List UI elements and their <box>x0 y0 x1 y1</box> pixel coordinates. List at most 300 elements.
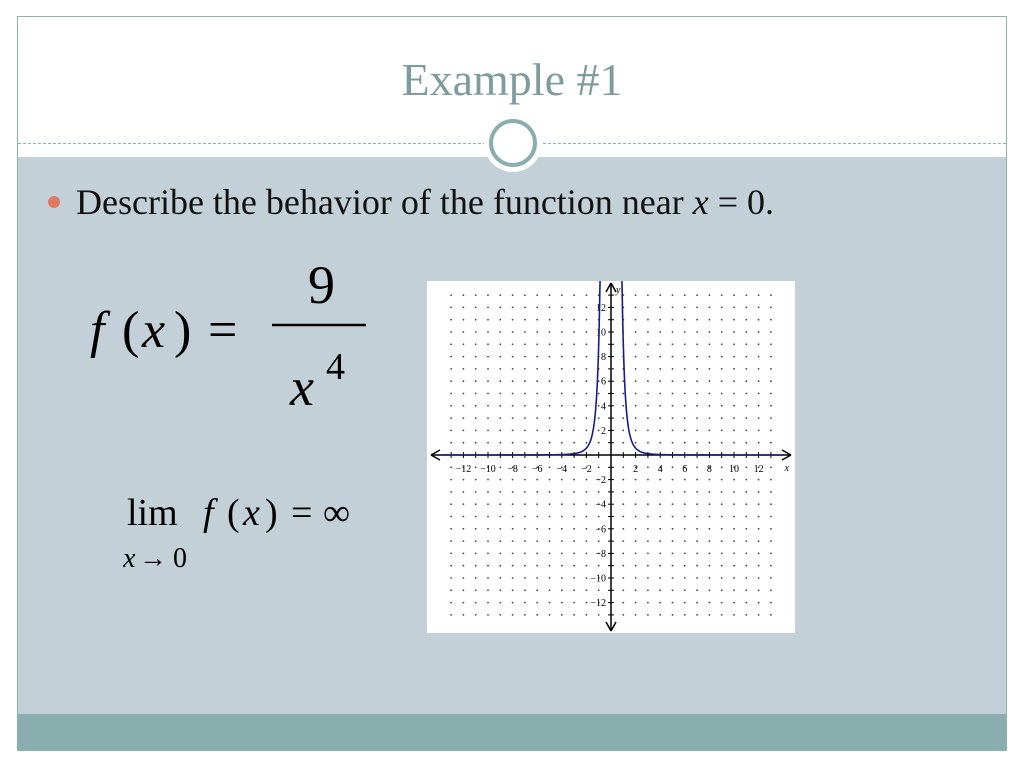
grid-dot <box>487 343 489 345</box>
grid-dot <box>463 589 465 591</box>
x-tick-label: −4 <box>556 464 568 475</box>
grid-dot <box>598 405 600 407</box>
grid-dot <box>647 430 649 432</box>
grid-dot <box>463 503 465 505</box>
grid-dot <box>659 602 661 604</box>
grid-dot <box>696 343 698 345</box>
grid-dot <box>463 343 465 345</box>
grid-dot <box>586 294 588 296</box>
limit-sub-val: 0 <box>173 543 187 574</box>
grid-dot <box>758 602 760 604</box>
grid-dot <box>499 343 501 345</box>
grid-dot <box>549 430 551 432</box>
grid-dot <box>659 430 661 432</box>
grid-dot <box>721 442 723 444</box>
grid-dot <box>635 503 637 505</box>
grid-dot <box>573 331 575 333</box>
grid-dot <box>696 368 698 370</box>
grid-dot <box>709 602 711 604</box>
grid-dot <box>573 589 575 591</box>
grid-dot <box>659 331 661 333</box>
limit-open-paren: ( <box>227 492 240 534</box>
grid-dot <box>696 380 698 382</box>
grid-dot <box>463 442 465 444</box>
grid-dot <box>696 540 698 542</box>
grid-dot <box>536 368 538 370</box>
grid-dot <box>512 602 514 604</box>
grid-dot <box>696 602 698 604</box>
grid-dot <box>647 442 649 444</box>
grid-dot <box>573 442 575 444</box>
grid-dot <box>721 393 723 395</box>
grid-dot <box>770 565 772 567</box>
grid-dot <box>622 442 624 444</box>
grid-dot <box>696 417 698 419</box>
grid-dot <box>463 614 465 616</box>
grid-dot <box>524 417 526 419</box>
grid-dot <box>586 380 588 382</box>
grid-dot <box>450 393 452 395</box>
grid-dot <box>684 516 686 518</box>
grid-dot <box>561 577 563 579</box>
grid-dot <box>684 294 686 296</box>
grid-dot <box>709 479 711 481</box>
grid-dot <box>450 614 452 616</box>
grid-dot <box>586 417 588 419</box>
grid-dot <box>745 614 747 616</box>
grid-dot <box>733 565 735 567</box>
grid-dot <box>536 528 538 530</box>
grid-dot <box>463 553 465 555</box>
grid-dot <box>463 540 465 542</box>
grid-dot <box>487 319 489 321</box>
grid-dot <box>672 491 674 493</box>
grid-dot <box>450 430 452 432</box>
grid-dot <box>709 307 711 309</box>
grid-dot <box>696 307 698 309</box>
grid-dot <box>709 294 711 296</box>
grid-dot <box>758 565 760 567</box>
x-tick-label: −8 <box>507 464 518 475</box>
grid-dot <box>450 356 452 358</box>
grid-dot <box>524 577 526 579</box>
grid-dot <box>622 393 624 395</box>
grid-dot <box>622 540 624 542</box>
grid-dot <box>450 319 452 321</box>
grid-dot <box>647 614 649 616</box>
grid-dot <box>512 479 514 481</box>
grid-dot <box>598 442 600 444</box>
grid-dot <box>463 479 465 481</box>
grid-dot <box>745 540 747 542</box>
grid-dot <box>758 294 760 296</box>
grid-dot <box>524 307 526 309</box>
y-tick-label: 12 <box>596 302 606 314</box>
grid-dot <box>561 343 563 345</box>
ring-inner <box>489 119 537 167</box>
grid-dot <box>635 479 637 481</box>
grid-dot <box>721 565 723 567</box>
bullet-item <box>48 181 774 223</box>
grid-dot <box>549 417 551 419</box>
grid-dot <box>499 393 501 395</box>
grid-dot <box>549 528 551 530</box>
grid-dot <box>499 491 501 493</box>
grid-dot <box>573 577 575 579</box>
grid-dot <box>696 503 698 505</box>
grid-dot <box>758 331 760 333</box>
grid-dot <box>672 331 674 333</box>
grid-dot <box>561 589 563 591</box>
grid-dot <box>463 405 465 407</box>
grid-dot <box>561 479 563 481</box>
grid-dot <box>672 565 674 567</box>
grid-dot <box>758 417 760 419</box>
grid-dot <box>524 602 526 604</box>
bullet-text-prefix: Describe the behavior of the function near <box>76 182 693 222</box>
grid-dot <box>524 479 526 481</box>
grid-dot <box>475 589 477 591</box>
grid-dot <box>672 503 674 505</box>
grid-dot <box>536 602 538 604</box>
grid-dot <box>512 319 514 321</box>
grid-dot <box>573 380 575 382</box>
grid-dot <box>463 491 465 493</box>
grid-dot <box>758 405 760 407</box>
grid-dot <box>549 442 551 444</box>
grid-dot <box>672 294 674 296</box>
grid-dot <box>622 528 624 530</box>
grid-dot <box>598 417 600 419</box>
grid-dot <box>475 565 477 567</box>
grid-dot <box>659 565 661 567</box>
grid-dot <box>745 331 747 333</box>
grid-dot <box>721 479 723 481</box>
grid-dot <box>561 553 563 555</box>
grid-dot <box>672 442 674 444</box>
grid-dot <box>598 430 600 432</box>
grid-dot <box>536 405 538 407</box>
grid-dot <box>487 331 489 333</box>
grid-dot <box>524 380 526 382</box>
grid-dot <box>549 294 551 296</box>
grid-dot <box>647 294 649 296</box>
grid-dot <box>549 466 551 468</box>
grid-dot <box>758 491 760 493</box>
grid-dot <box>475 528 477 530</box>
grid-dot <box>647 331 649 333</box>
grid-dot <box>721 417 723 419</box>
grid-dot <box>573 356 575 358</box>
grid-dot <box>573 540 575 542</box>
grid-dot <box>536 319 538 321</box>
grid-dot <box>512 589 514 591</box>
grid-dot <box>475 491 477 493</box>
formula-numerator: 9 <box>308 255 335 315</box>
grid-dot <box>622 602 624 604</box>
grid-dot <box>598 614 600 616</box>
grid-dot <box>499 528 501 530</box>
grid-dot <box>512 417 514 419</box>
grid-dot <box>684 491 686 493</box>
grid-dot <box>758 503 760 505</box>
grid-dot <box>598 589 600 591</box>
grid-dot <box>573 294 575 296</box>
grid-dot <box>549 356 551 358</box>
y-tick-label: 6 <box>601 376 606 388</box>
grid-dot <box>499 380 501 382</box>
grid-dot <box>549 405 551 407</box>
grid-dot <box>672 589 674 591</box>
grid-dot <box>475 516 477 518</box>
grid-dot <box>709 343 711 345</box>
grid-dot <box>684 565 686 567</box>
grid-dot <box>684 503 686 505</box>
x-tick-label: 4 <box>657 464 663 475</box>
grid-dot <box>549 343 551 345</box>
grid-dot <box>622 430 624 432</box>
grid-dot <box>672 368 674 370</box>
y-tick-label: 2 <box>601 425 606 437</box>
grid-dot <box>450 503 452 505</box>
grid-dot <box>770 442 772 444</box>
grid-dot <box>770 516 772 518</box>
grid-dot <box>733 294 735 296</box>
grid-dot <box>672 577 674 579</box>
grid-dot <box>635 528 637 530</box>
grid-dot <box>487 577 489 579</box>
grid-dot <box>561 503 563 505</box>
grid-dot <box>733 602 735 604</box>
grid-dot <box>573 553 575 555</box>
grid-dot <box>733 442 735 444</box>
grid-dot <box>561 294 563 296</box>
grid-dot <box>770 479 772 481</box>
grid-dot <box>450 307 452 309</box>
grid-dot <box>586 503 588 505</box>
x-tick-label: 12 <box>753 464 764 475</box>
grid-dot <box>524 294 526 296</box>
function-formula <box>86 253 386 413</box>
grid-dot <box>635 614 637 616</box>
grid-dot <box>745 577 747 579</box>
grid-dot <box>635 602 637 604</box>
grid-dot <box>733 331 735 333</box>
grid-dot <box>499 577 501 579</box>
grid-dot <box>721 331 723 333</box>
grid-dot <box>487 614 489 616</box>
grid-dot <box>475 319 477 321</box>
grid-dot <box>512 614 514 616</box>
grid-dot <box>463 356 465 358</box>
grid-dot <box>463 516 465 518</box>
grid-dot <box>536 331 538 333</box>
grid-dot <box>499 602 501 604</box>
grid-dot <box>499 417 501 419</box>
grid-dot <box>450 405 452 407</box>
grid-dot <box>450 540 452 542</box>
grid-dot <box>672 307 674 309</box>
grid-dot <box>696 393 698 395</box>
grid-dot <box>475 466 477 468</box>
grid-dot <box>647 577 649 579</box>
grid-dot <box>647 528 649 530</box>
grid-dot <box>573 430 575 432</box>
grid-dot <box>647 589 649 591</box>
grid-dot <box>536 540 538 542</box>
grid-dot <box>721 380 723 382</box>
formula-x: x <box>142 302 166 359</box>
grid-dot <box>499 479 501 481</box>
grid-dot <box>475 294 477 296</box>
grid-dot <box>475 405 477 407</box>
grid-dot <box>659 516 661 518</box>
grid-dot <box>487 442 489 444</box>
grid-dot <box>635 380 637 382</box>
grid-dot <box>487 417 489 419</box>
grid-dot <box>499 589 501 591</box>
grid-dot <box>475 356 477 358</box>
grid-dot <box>512 565 514 567</box>
grid-dot <box>512 405 514 407</box>
grid-dot <box>499 430 501 432</box>
grid-dot <box>659 307 661 309</box>
grid-dot <box>524 528 526 530</box>
grid-dot <box>635 491 637 493</box>
grid-dot <box>573 491 575 493</box>
grid-dot <box>684 442 686 444</box>
grid-dot <box>721 540 723 542</box>
grid-dot <box>709 442 711 444</box>
grid-dot <box>475 343 477 345</box>
grid-dot <box>696 589 698 591</box>
grid-dot <box>709 614 711 616</box>
grid-dot <box>709 417 711 419</box>
formula-close-paren: ) <box>174 302 192 359</box>
grid-dot <box>684 540 686 542</box>
grid-dot <box>684 614 686 616</box>
bullet-text-suffix: = 0. <box>708 182 775 222</box>
grid-dot <box>450 602 452 604</box>
grid-dot <box>512 307 514 309</box>
slide-title: Example #1 <box>401 54 623 105</box>
grid-dot <box>622 405 624 407</box>
grid-dot <box>487 565 489 567</box>
grid-dot <box>524 503 526 505</box>
grid-dot <box>586 479 588 481</box>
grid-dot <box>561 380 563 382</box>
grid-dot <box>622 589 624 591</box>
grid-dot <box>487 307 489 309</box>
grid-dot <box>463 319 465 321</box>
grid-dot <box>721 466 723 468</box>
grid-dot <box>622 491 624 493</box>
grid-dot <box>561 602 563 604</box>
grid-dot <box>770 540 772 542</box>
formula-open-paren: ( <box>122 302 140 359</box>
grid-dot <box>512 294 514 296</box>
grid-dot <box>487 491 489 493</box>
grid-dot <box>770 528 772 530</box>
grid-dot <box>733 540 735 542</box>
grid-dot <box>733 503 735 505</box>
grid-dot <box>745 307 747 309</box>
grid-dot <box>586 319 588 321</box>
limit-x: x <box>243 492 260 534</box>
grid-dot <box>463 577 465 579</box>
grid-dot <box>512 368 514 370</box>
y-tick-label: −6 <box>595 524 606 536</box>
grid-dot <box>758 319 760 321</box>
grid-dot <box>733 368 735 370</box>
grid-dot <box>450 479 452 481</box>
limit-close-paren: ) <box>265 492 278 534</box>
grid-dot <box>684 417 686 419</box>
grid-dot <box>635 393 637 395</box>
grid-dot <box>463 528 465 530</box>
grid-dot <box>672 417 674 419</box>
grid-dot <box>561 491 563 493</box>
grid-dot <box>487 516 489 518</box>
grid-dot <box>696 430 698 432</box>
grid-dot <box>573 565 575 567</box>
grid-dot <box>659 491 661 493</box>
grid-dot <box>635 319 637 321</box>
grid-dot <box>598 393 600 395</box>
grid-dot <box>499 356 501 358</box>
grid-dot <box>561 442 563 444</box>
grid-dot <box>770 405 772 407</box>
grid-dot <box>745 466 747 468</box>
grid-dot <box>573 479 575 481</box>
grid-dot <box>733 430 735 432</box>
grid-dot <box>549 540 551 542</box>
grid-dot <box>696 356 698 358</box>
grid-dot <box>524 405 526 407</box>
grid-dot <box>524 565 526 567</box>
grid-dot <box>549 393 551 395</box>
decorative-ring-icon <box>484 114 542 172</box>
grid-dot <box>684 356 686 358</box>
grid-dot <box>475 393 477 395</box>
grid-dot <box>696 466 698 468</box>
grid-dot <box>586 442 588 444</box>
grid-dot <box>573 319 575 321</box>
grid-dot <box>586 430 588 432</box>
grid-dot <box>721 577 723 579</box>
grid-dot <box>573 343 575 345</box>
grid-dot <box>721 516 723 518</box>
grid-dot <box>549 368 551 370</box>
grid-dot <box>647 319 649 321</box>
grid-dot <box>758 368 760 370</box>
grid-dot <box>598 491 600 493</box>
y-tick-label: −10 <box>590 573 606 585</box>
grid-dot <box>549 553 551 555</box>
x-tick-label: −2 <box>581 464 592 475</box>
grid-dot <box>475 307 477 309</box>
grid-dot <box>745 294 747 296</box>
grid-dot <box>598 516 600 518</box>
grid-dot <box>721 307 723 309</box>
grid-dot <box>635 540 637 542</box>
formula-denominator-base: x <box>290 357 314 413</box>
grid-dot <box>758 577 760 579</box>
formula-denominator-exp: 4 <box>326 346 345 388</box>
grid-dot <box>721 553 723 555</box>
grid-dot <box>647 417 649 419</box>
grid-dot <box>647 503 649 505</box>
